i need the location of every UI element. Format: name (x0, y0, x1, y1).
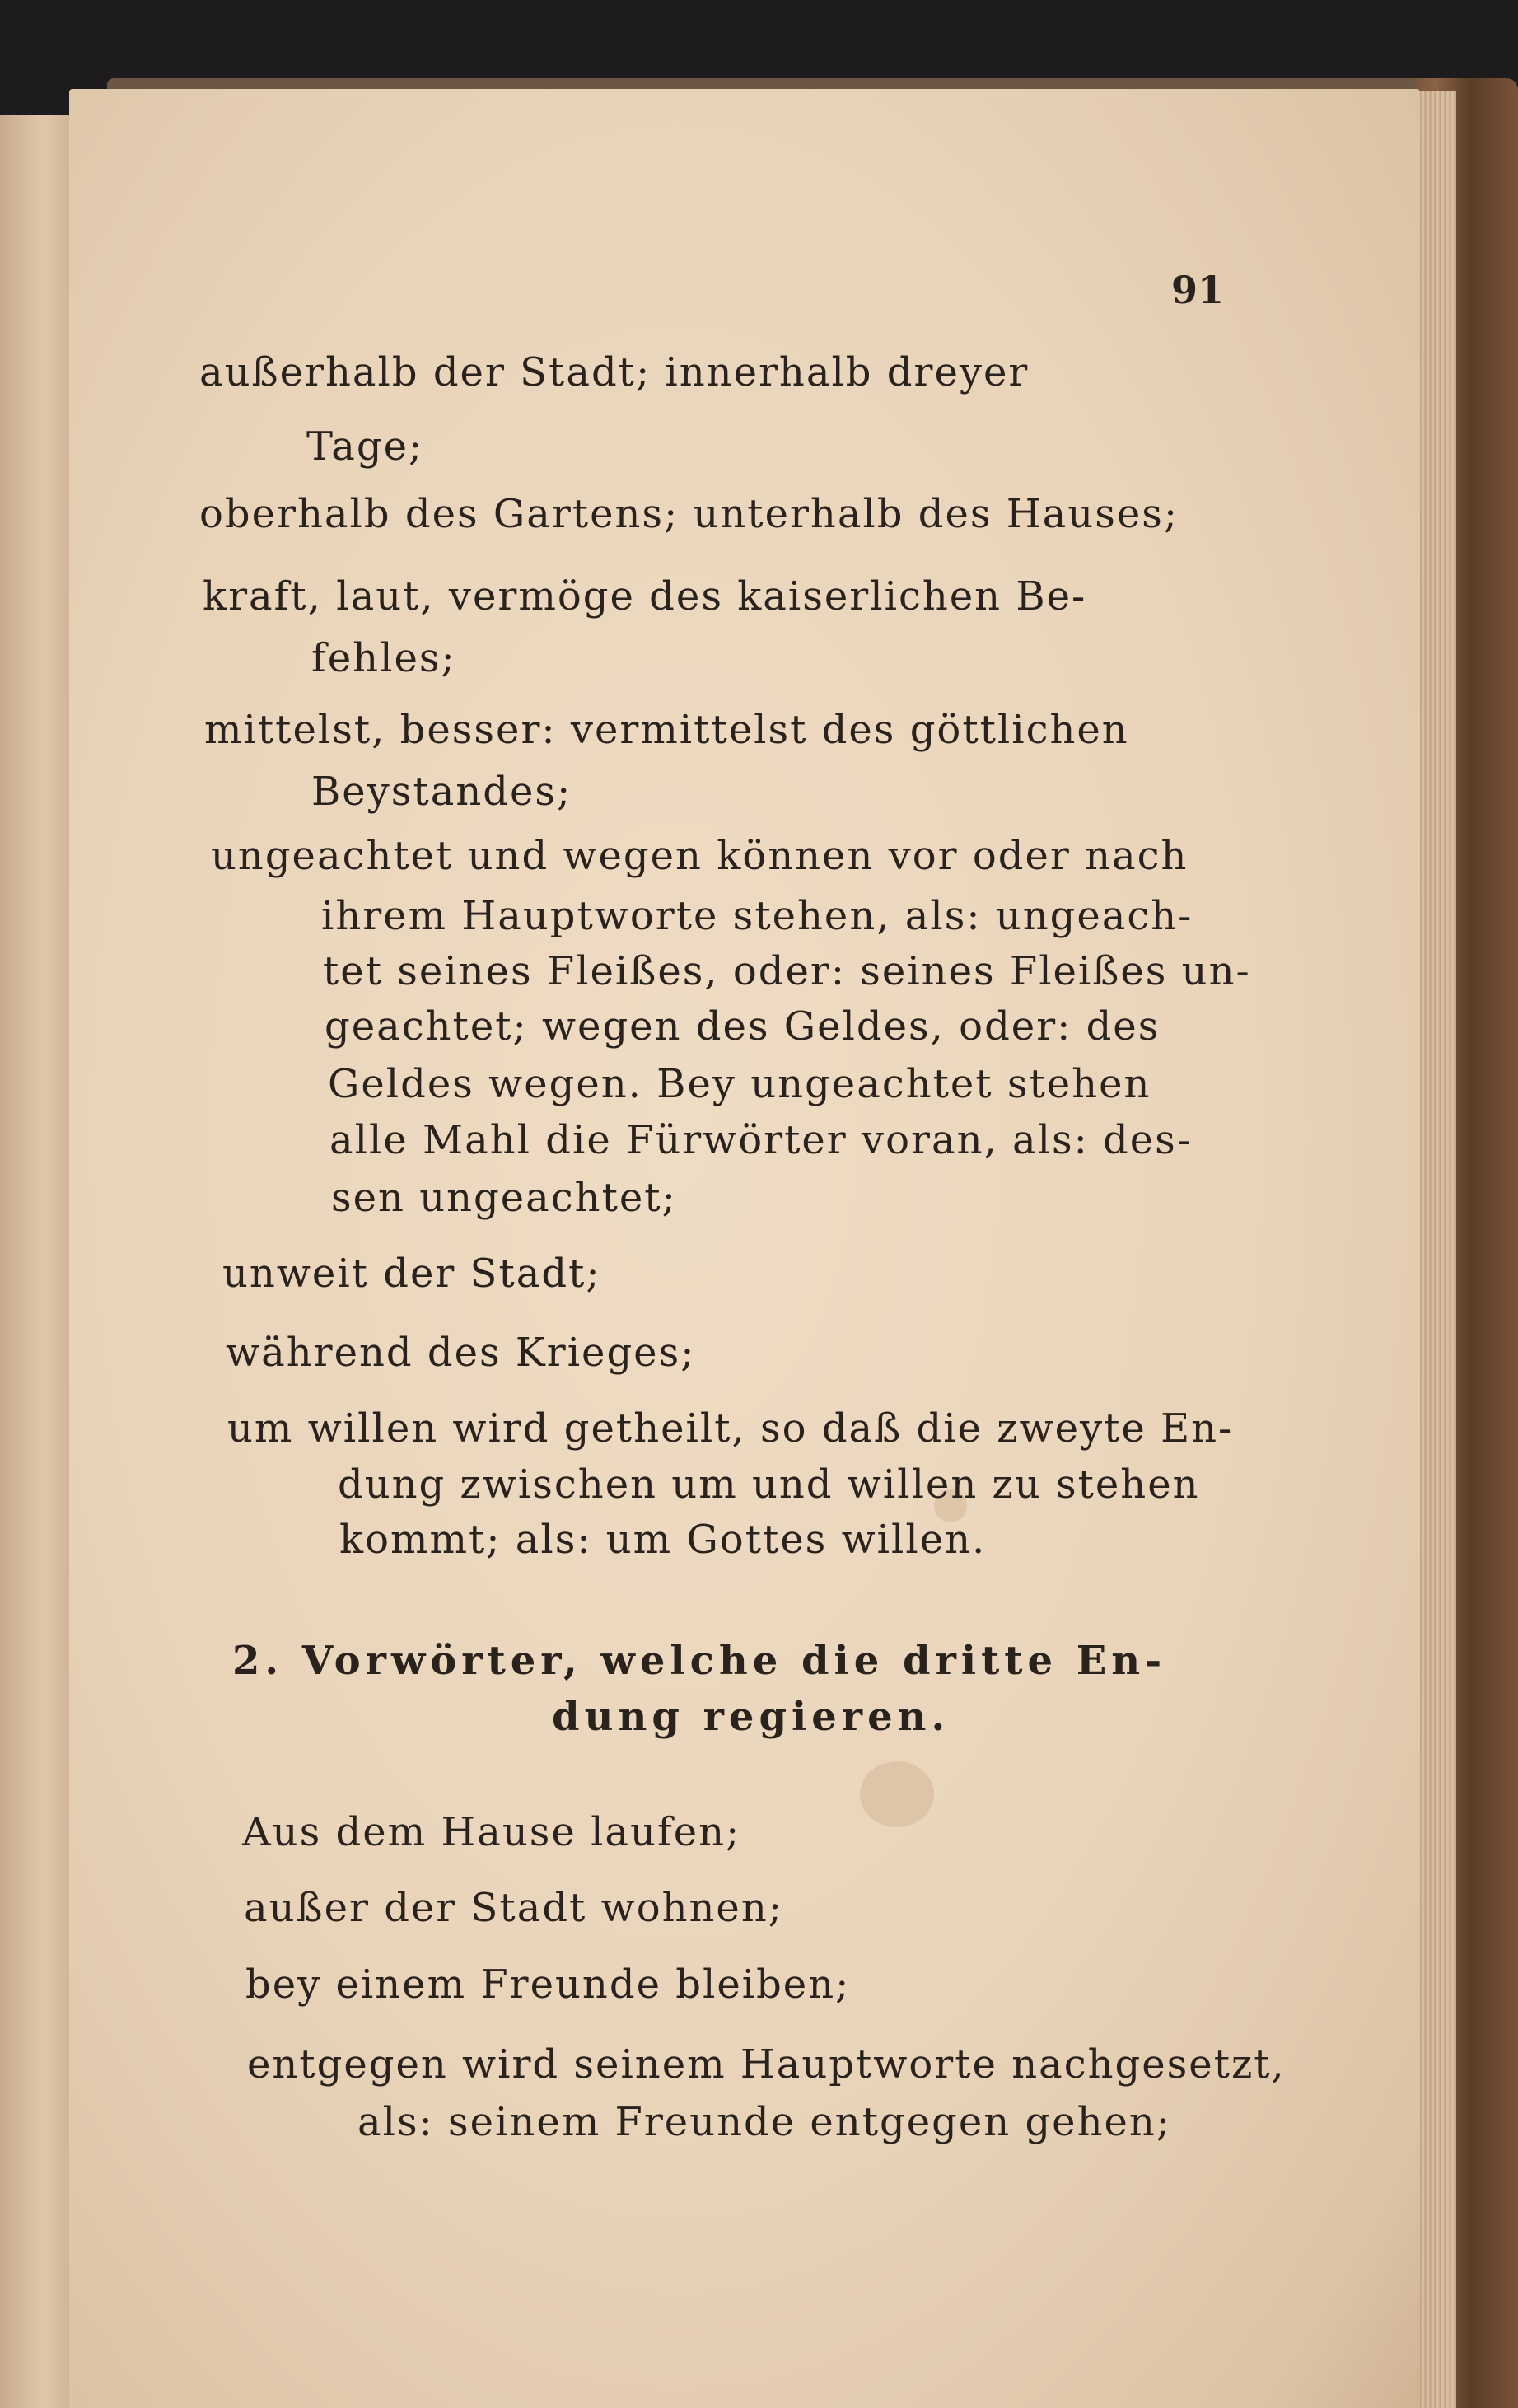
text-line: um willen wird getheilt, so daß die zweyte En- (227, 1405, 1234, 1452)
text-line: unweit der Stadt; (222, 1251, 601, 1297)
text-line: Aus dem Hause laufen; (242, 1809, 741, 1855)
text-line: entgegen wird seinem Hauptworte nachgesetzt, (247, 2041, 1286, 2088)
text-line: Tage; (306, 423, 424, 470)
section-heading: 2. Vorwörter, welche die dritte En- (232, 1638, 1167, 1684)
text-line: kraft, laut, vermöge des kaiserlichen Be- (203, 573, 1087, 620)
section-heading: dung regieren. (552, 1694, 951, 1740)
text-line: Beystandes; (311, 769, 572, 815)
text-line: ungeachtet und wegen können vor oder nach (211, 833, 1189, 879)
foxing-stain (860, 1761, 934, 1827)
text-line: fehles; (311, 635, 456, 681)
text-line: Geldes wegen. Bey ungeachtet stehen (328, 1061, 1151, 1107)
text-line: dung zwischen um und willen zu stehen (338, 1461, 1200, 1508)
text-line: kommt; als: um Gottes willen. (339, 1517, 987, 1563)
text-line: tet seines Fleißes, oder: seines Fleißes un- (323, 948, 1251, 994)
text-line: mittelst, besser: vermittelst des göttlichen (204, 707, 1129, 753)
text-line: außer der Stadt wohnen; (244, 1885, 783, 1931)
page-number: 91 (1171, 268, 1225, 312)
text-line: als: seinem Freunde entgegen gehen; (357, 2099, 1171, 2145)
text-line: bey einem Freunde bleiben; (245, 1961, 851, 2008)
text-line: alle Mahl die Fürwörter voran, als: des- (329, 1117, 1193, 1163)
text-line: sen ungeachtet; (331, 1175, 677, 1221)
text-line: ihrem Hauptworte stehen, als: ungeach- (321, 893, 1193, 939)
text-line: außerhalb der Stadt; innerhalb dreyer (199, 349, 1030, 395)
text-line: geachtet; wegen des Geldes, oder: des (325, 1003, 1161, 1050)
text-line: während des Krieges; (226, 1330, 696, 1376)
text-line: oberhalb des Gartens; unterhalb des Hauses; (199, 491, 1179, 537)
facing-page-edge (0, 115, 72, 2408)
